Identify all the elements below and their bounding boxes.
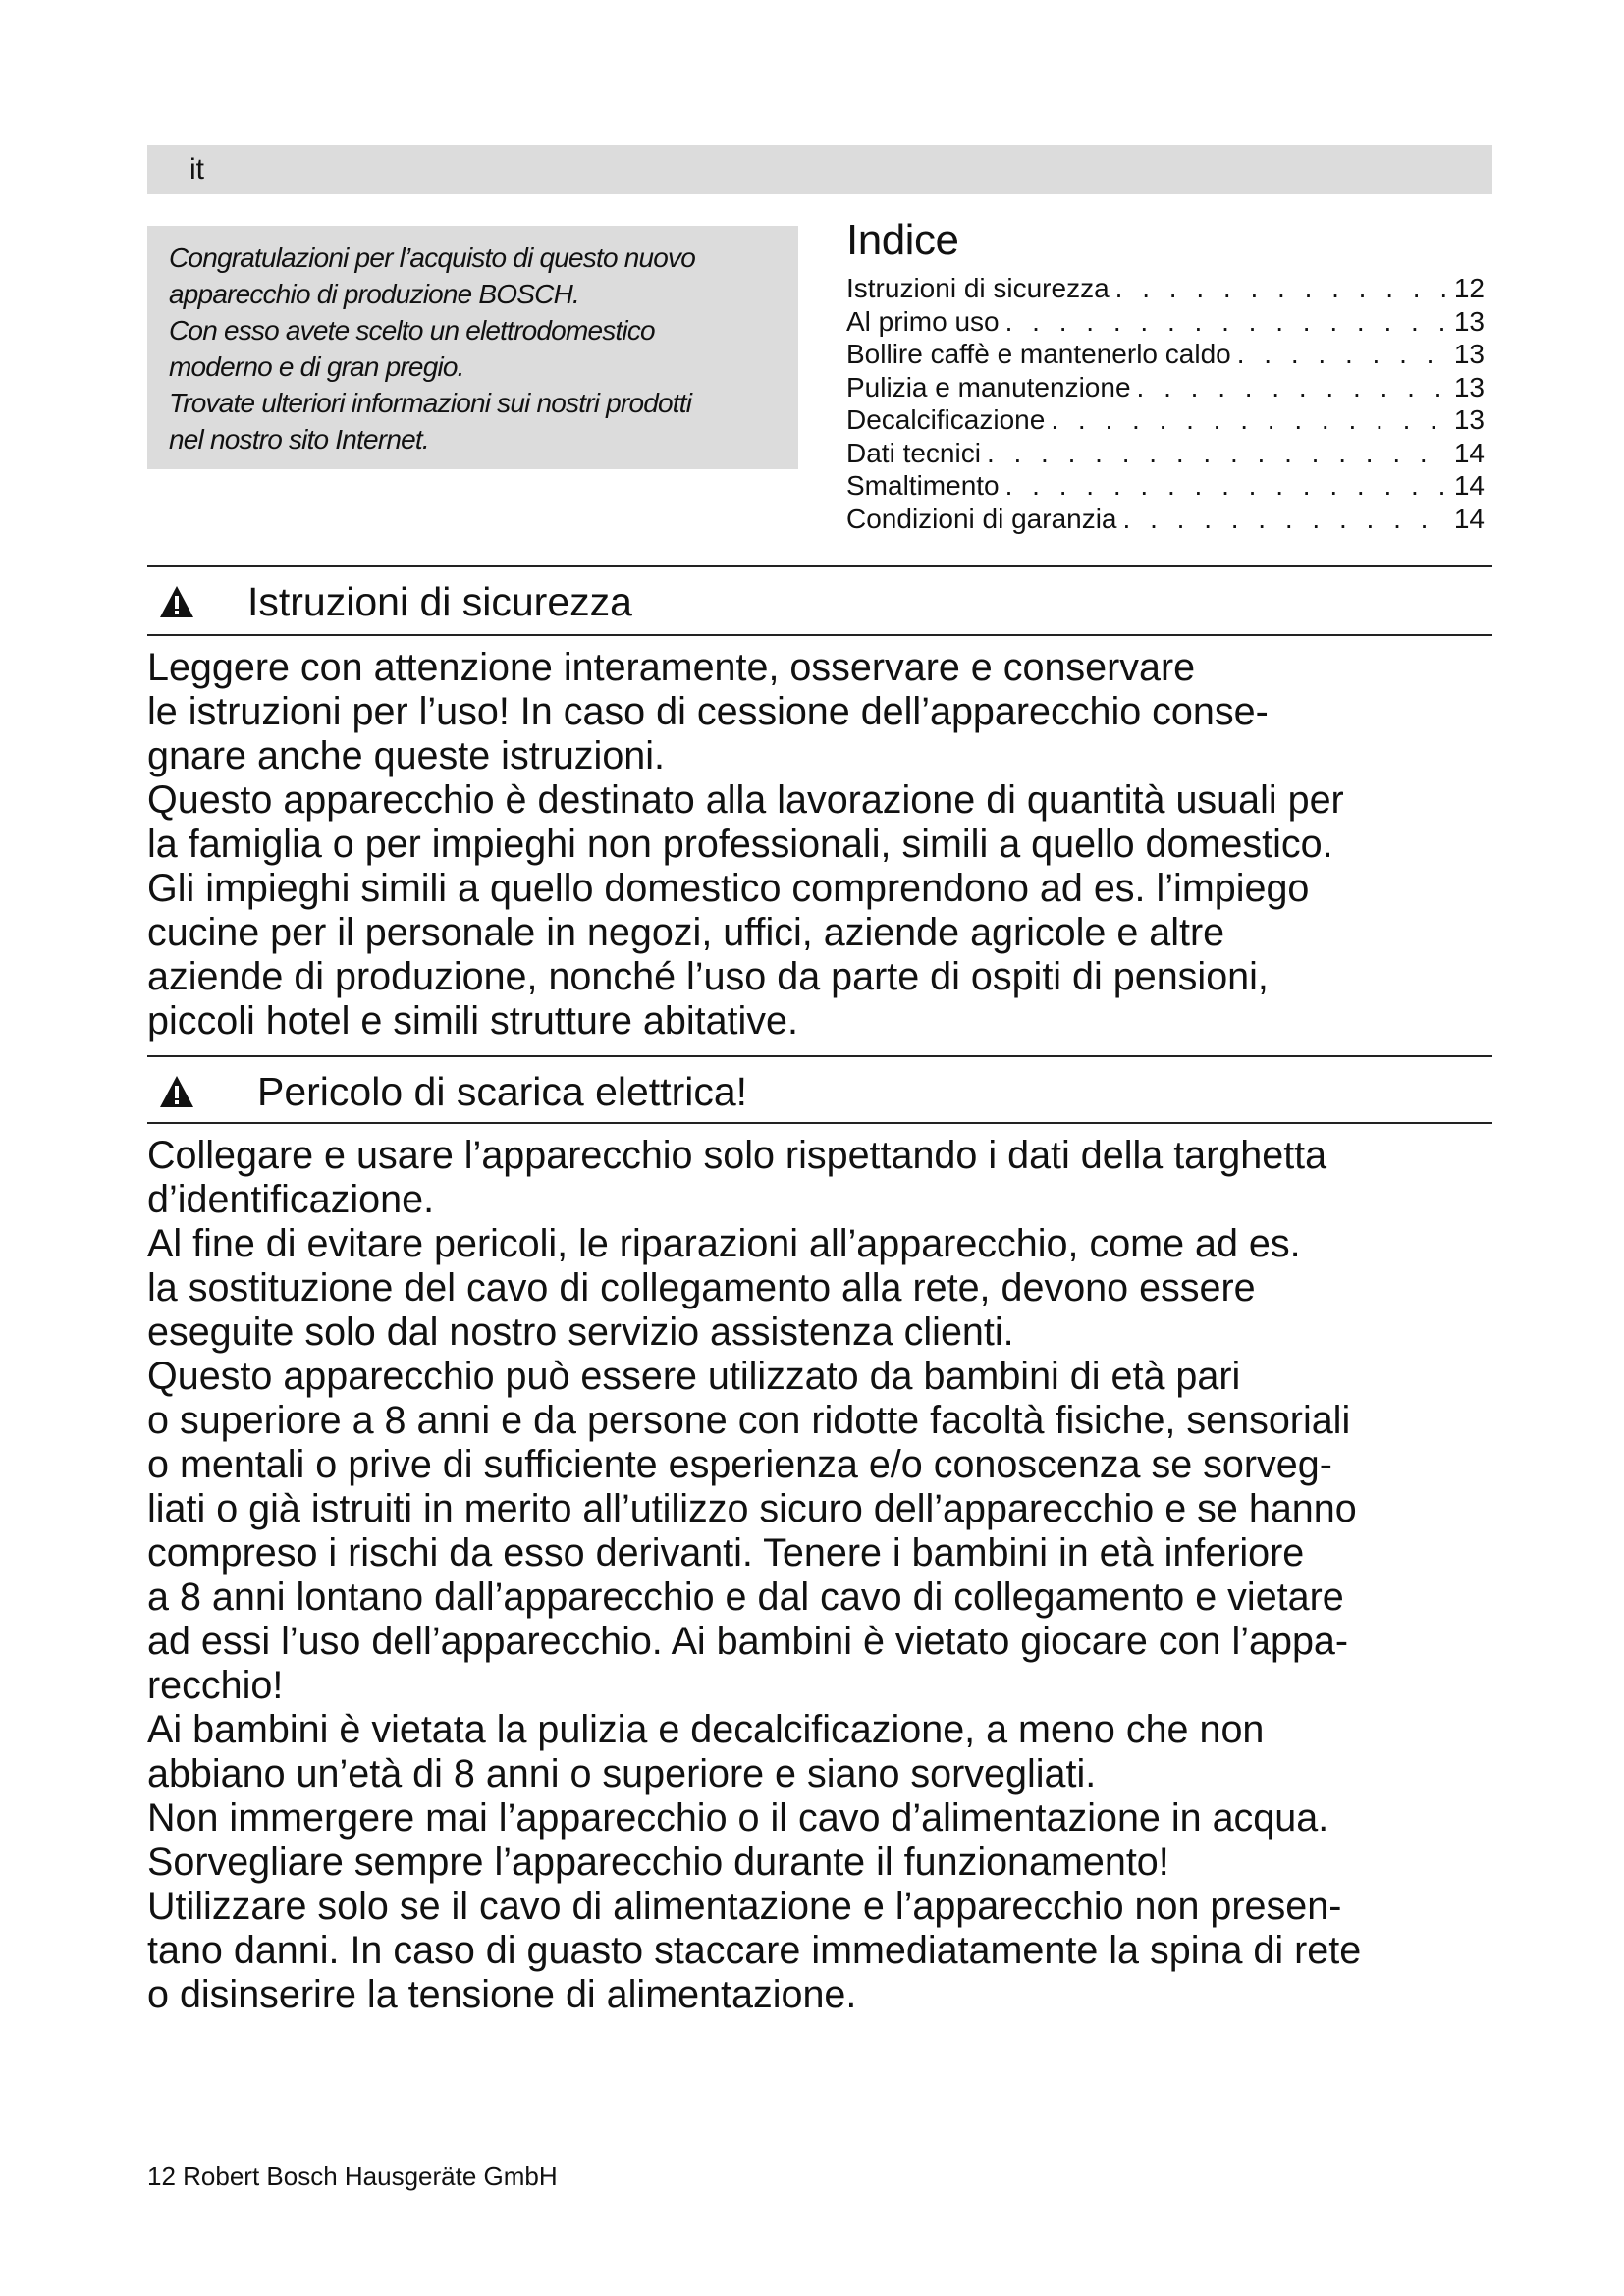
toc-leader-dots — [1005, 469, 1448, 503]
intro-line: nel nostro sito Internet. — [169, 424, 429, 454]
toc-item — [846, 503, 1485, 536]
body-line: le istruzioni per l’uso! In caso di cessione dell’apparecchio conse- — [147, 690, 1269, 733]
warning-triangle-icon — [159, 1075, 194, 1108]
section-rule-top — [147, 1055, 1492, 1057]
body-line: Leggere con attenzione interamente, osservare e conservare — [147, 646, 1196, 689]
body-line: cucine per il personale in negozi, uffici, aziende agricole e altre — [147, 911, 1225, 954]
toc-item-label: Bollire caffè e mantenerlo caldo — [846, 339, 1231, 369]
body-line: a 8 anni lontano dall’apparecchio e dal cavo di collegamento e vietare — [147, 1575, 1344, 1619]
body-line: la sostituzione del cavo di collegamento alla rete, devono essere — [147, 1266, 1256, 1309]
body-line: eseguite solo dal nostro servizio assistenza clienti. — [147, 1310, 1014, 1354]
body-line: gnare anche queste istruzioni. — [147, 734, 666, 777]
toc-item-page: 14 — [1453, 503, 1485, 534]
body-line: o disinserire la tensione di alimentazione. — [147, 1973, 857, 2016]
intro-box — [147, 226, 798, 469]
body-line: aziende di produzione, nonché l’uso da parte di ospiti di pensioni, — [147, 955, 1269, 998]
section-body — [147, 646, 1522, 1043]
section-rule-bottom — [147, 1122, 1492, 1124]
toc-item — [846, 469, 1485, 503]
toc-item-page: 14 — [1453, 437, 1485, 468]
toc-leader-dots — [1005, 305, 1448, 339]
toc-leader-dots — [1051, 403, 1448, 437]
section-rule-bottom — [147, 634, 1492, 636]
toc-item — [846, 437, 1485, 470]
body-line: Collegare e usare l’apparecchio solo rispettando i dati della targhetta — [147, 1134, 1327, 1177]
body-line: Utilizzare solo se il cavo di alimentazione e l’apparecchio non presen- — [147, 1885, 1342, 1928]
toc-item — [846, 371, 1485, 404]
toc-leader-dots — [1123, 503, 1448, 536]
section-heading — [159, 577, 632, 626]
toc-item-label: Istruzioni di sicurezza — [846, 273, 1110, 303]
body-line: abbiano un’età di 8 anni o superiore e siano sorvegliati. — [147, 1752, 1097, 1795]
toc-item-label: Smaltimento — [846, 470, 1000, 501]
toc-item-page: 12 — [1453, 273, 1485, 303]
body-line: piccoli hotel e simili strutture abitative. — [147, 999, 798, 1042]
language-header-bar — [147, 145, 1492, 194]
toc-item-page: 13 — [1453, 339, 1485, 369]
body-line: tano danni. In caso di guasto staccare immediatamente la spina di rete — [147, 1929, 1362, 1972]
section-body — [147, 1134, 1522, 2017]
toc-item-label: Decalcificazione — [846, 404, 1046, 435]
body-line: Questo apparecchio è destinato alla lavorazione di quantità usuali per — [147, 778, 1344, 822]
toc-leader-dots — [987, 437, 1448, 470]
toc-item — [846, 403, 1485, 437]
toc-leader-dots — [1115, 272, 1448, 305]
section-title: Pericolo di scarica elettrica! — [257, 1069, 748, 1114]
body-line: recchio! — [147, 1664, 284, 1707]
section-rule-top — [147, 565, 1492, 567]
toc-title: Indice — [846, 216, 959, 264]
table-of-contents — [846, 213, 1485, 535]
intro-line: Congratulazioni per l’acquisto di questo nuovo — [169, 242, 696, 273]
body-line: Non immergere mai l’apparecchio o il cavo d’alimentazione in acqua. — [147, 1796, 1329, 1840]
language-code: it — [189, 153, 204, 186]
toc-item-page: 13 — [1453, 371, 1485, 402]
intro-line: Trovate ulteriori informazioni sui nostri prodotti — [169, 388, 692, 418]
body-line: Questo apparecchio può essere utilizzato da bambini di età pari — [147, 1355, 1241, 1398]
section-heading — [159, 1067, 747, 1116]
intro-line: moderno e di gran pregio. — [169, 351, 464, 382]
toc-item-label: Al primo uso — [846, 305, 1000, 337]
toc-item — [846, 272, 1485, 305]
intro-line: apparecchio di produzione BOSCH. — [169, 279, 579, 309]
toc-item-label: Pulizia e manutenzione — [846, 371, 1131, 402]
body-line: Sorvegliare sempre l’apparecchio durante il funzionamento! — [147, 1841, 1169, 1884]
body-line: d’identificazione. — [147, 1178, 435, 1221]
warning-triangle-icon — [159, 585, 194, 618]
toc-item — [846, 305, 1485, 339]
body-line: Al fine di evitare pericoli, le riparazioni all’apparecchio, come ad es. — [147, 1222, 1301, 1265]
toc-item-label: Condizioni di garanzia — [846, 503, 1117, 534]
body-line: compreso i rischi da esso derivanti. Tenere i bambini in età inferiore — [147, 1531, 1305, 1575]
toc-item — [846, 338, 1485, 371]
toc-item-label: Dati tecnici — [846, 437, 981, 468]
toc-item-page: 13 — [1453, 404, 1485, 435]
body-line: Ai bambini è vietata la pulizia e decalcificazione, a meno che non — [147, 1708, 1265, 1751]
toc-leader-dots — [1237, 338, 1448, 371]
page-footer: 12 Robert Bosch Hausgeräte GmbH — [147, 2162, 558, 2191]
body-line: o mentali o prive di sufficiente esperienza e/o conoscenza se sorveg- — [147, 1443, 1332, 1486]
body-line: Gli impieghi simili a quello domestico comprendono ad es. l’impiego — [147, 867, 1310, 910]
intro-line: Con esso avete scelto un elettrodomestico — [169, 315, 655, 346]
body-line: liati o già istruiti in merito all’utilizzo sicuro dell’apparecchio e se hanno — [147, 1487, 1357, 1530]
body-line: la famiglia o per impieghi non professionali, simili a quello domestico. — [147, 823, 1333, 866]
section-title: Istruzioni di sicurezza — [247, 579, 632, 624]
toc-item-page: 14 — [1453, 470, 1485, 501]
toc-item-page: 13 — [1453, 305, 1485, 337]
body-line: o superiore a 8 anni e da persone con ridotte facoltà fisiche, sensoriali — [147, 1399, 1351, 1442]
toc-leader-dots — [1137, 371, 1448, 404]
body-line: ad essi l’uso dell’apparecchio. Ai bambini è vietato giocare con l’appa- — [147, 1620, 1349, 1663]
